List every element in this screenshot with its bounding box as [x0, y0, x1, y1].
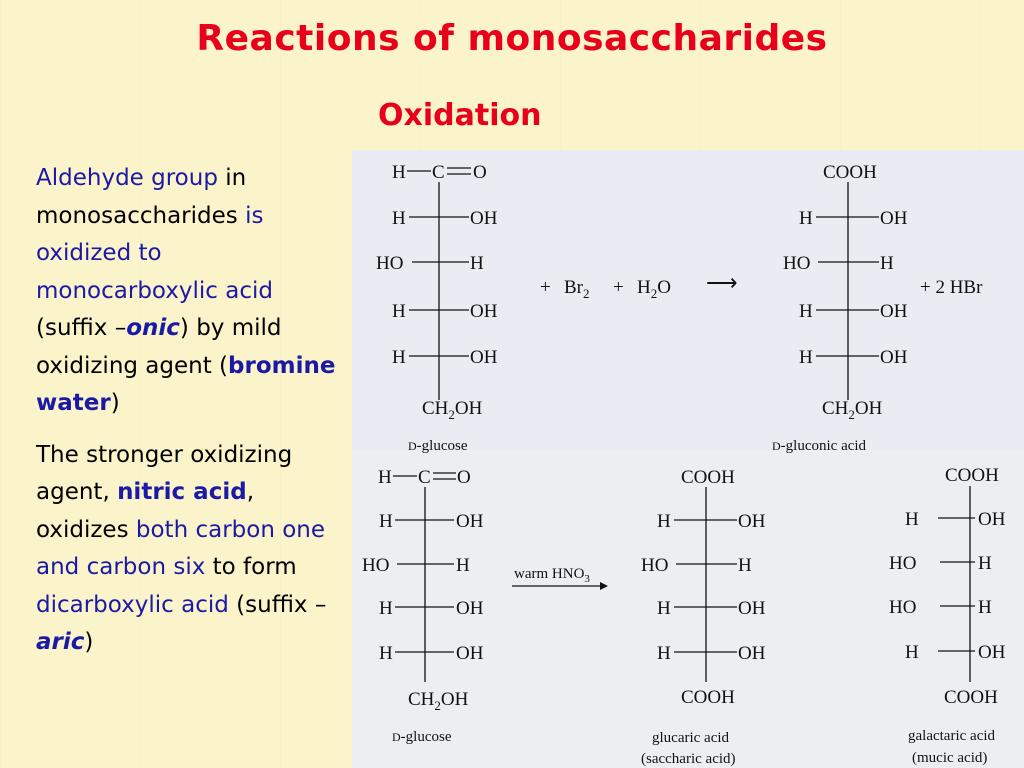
r2-product2-row4-right: OH: [978, 642, 1006, 663]
r2-reactant-row3-right: OH: [456, 598, 484, 619]
text-dicarboxylic-acid: dicarboxylic acid: [36, 591, 229, 618]
r2-product2-row1-right: OH: [978, 509, 1006, 530]
r2-product2-row3-right: H: [978, 597, 992, 618]
text-to-form: to form: [205, 554, 297, 580]
text-suffix-aric: aric: [36, 629, 85, 655]
r1-product-row2-left: HO: [783, 253, 811, 274]
reagent-water: $H_2O$: [637, 277, 671, 301]
r2-reactant-row4-left: H: [379, 643, 393, 664]
slide-subtitle: Oxidation: [378, 98, 542, 133]
r1-product-top: COOH: [823, 162, 877, 183]
explanation-text: [36, 160, 336, 676]
r2-product2-row3-left: HO: [889, 597, 917, 618]
r2-product1-row1-right: OH: [738, 511, 766, 532]
r2-product2-caption1: galactaric acid: [908, 728, 996, 744]
r1-reactant-row3-right: OH: [470, 301, 498, 322]
text-both-carbons: both carbon one and carbon six: [36, 516, 326, 580]
paragraph-bromine: [36, 160, 336, 423]
r2-product1-row1-left: H: [657, 511, 671, 532]
text-suffix-open-2: (suffix –: [228, 591, 327, 618]
r2-product1-row2-right: H: [738, 555, 752, 576]
r2-product1-bottom: COOH: [681, 687, 735, 708]
r1-reactant-row4-right: OH: [470, 347, 498, 368]
r2-reactant-top-c: C: [418, 467, 431, 488]
text-suffix-onic: onic: [126, 315, 180, 341]
text-stronger-agent: The stronger oxidizing agent,: [36, 441, 293, 505]
r2-product2-row1-left: H: [905, 509, 919, 530]
reaction2-arrow: [512, 566, 608, 590]
r1-reactant-top-h: H: [392, 162, 406, 183]
reaction2-product1: [641, 467, 766, 767]
arrow-label-hno3: warm $HNO_3$: [514, 566, 590, 585]
r2-product1-row3-left: H: [657, 598, 671, 619]
r1-product-row4-left: H: [799, 347, 813, 368]
byproduct-hbr: + 2 HBr: [920, 277, 983, 298]
r1-product-caption: D-gluconic acid: [772, 438, 867, 454]
r2-product2-row2-right: H: [978, 553, 992, 574]
reaction1-reagents: [540, 270, 738, 301]
r1-reactant-bottom: $CH_2OH$: [422, 398, 483, 422]
r2-product2-bottom: COOH: [944, 687, 998, 708]
r1-product-row1-right: OH: [880, 208, 908, 229]
r1-reactant-row1-left: H: [392, 208, 406, 229]
r1-product-row3-right: OH: [880, 301, 908, 322]
reaction1-product: [772, 162, 983, 454]
reaction-arrow: ⟶: [706, 270, 738, 295]
r2-reactant-top-o: O: [457, 467, 471, 488]
r1-product-row3-left: H: [799, 301, 813, 322]
r2-reactant-row3-left: H: [379, 598, 393, 619]
r2-reactant-bottom: $CH_2OH$: [408, 689, 469, 713]
text-in-monosaccharides: in monosaccharides: [36, 165, 247, 229]
r2-product2-row4-left: H: [905, 642, 919, 663]
chemistry-diagram: [352, 150, 1024, 768]
r2-reactant-row2-left: HO: [362, 555, 390, 576]
r1-reactant-row3-left: H: [392, 301, 406, 322]
r2-product2-row2-left: HO: [889, 553, 917, 574]
text-close-paren: ): [110, 390, 120, 416]
r2-product1-row2-left: HO: [641, 555, 669, 576]
reaction-arrow-head: [600, 582, 608, 590]
r2-product2-caption2: (mucic acid): [912, 750, 988, 766]
r2-product1-row3-right: OH: [738, 598, 766, 619]
r2-reactant-row4-right: OH: [456, 643, 484, 664]
r1-product-row4-right: OH: [880, 347, 908, 368]
r2-product1-row4-left: H: [657, 643, 671, 664]
r2-reactant-caption: D-glucose: [392, 729, 452, 745]
text-nitric-acid: nitric acid: [117, 479, 247, 505]
text-oxidizes: , oxidizes: [36, 479, 254, 543]
reaction-figure: [352, 150, 1024, 768]
r1-product-row2-right: H: [880, 253, 894, 274]
r1-reactant-top-c: C: [432, 162, 445, 183]
r2-product1-caption2: (saccharic acid): [641, 751, 736, 767]
r1-reactant-caption: D-glucose: [408, 438, 468, 454]
text-close-paren-2: ): [84, 629, 94, 655]
plus-sign: +: [613, 277, 624, 298]
r2-product1-caption1: glucaric acid: [652, 730, 730, 746]
r1-reactant-top-o: O: [473, 162, 487, 183]
r2-product1-row4-right: OH: [738, 643, 766, 664]
r2-reactant-row1-left: H: [379, 511, 393, 532]
reaction1-reactant: [376, 162, 498, 454]
r2-reactant-top-h: H: [378, 467, 392, 488]
r2-product2-top: COOH: [945, 465, 999, 486]
r1-product-row1-left: H: [799, 208, 813, 229]
reaction2-reactant: [362, 467, 484, 745]
text-suffix-open: (suffix –: [36, 315, 127, 341]
text-mild-agent: ) by mild oxidizing agent (: [36, 315, 282, 379]
text-aldehyde-group: Aldehyde group: [36, 165, 218, 191]
reagent-bromine: $Br_2$: [564, 277, 590, 301]
slide-title: Reactions of monosaccharides: [196, 18, 828, 59]
r2-reactant-row1-right: OH: [456, 511, 484, 532]
r2-product1-top: COOH: [681, 467, 735, 488]
reaction2-product2: [889, 465, 1006, 766]
r1-reactant-row2-left: HO: [376, 253, 404, 274]
r1-reactant-row1-right: OH: [470, 208, 498, 229]
r2-reactant-row2-right: H: [456, 555, 470, 576]
plus-sign: +: [540, 277, 551, 298]
paragraph-nitric: [36, 437, 336, 662]
r1-reactant-row4-left: H: [392, 347, 406, 368]
r1-reactant-row2-right: H: [470, 253, 484, 274]
r1-product-bottom: $CH_2OH$: [822, 398, 883, 422]
text-oxidized-to-acid: is oxidized to monocarboxylic acid: [36, 202, 273, 304]
text-bromine-water: bromine water: [36, 352, 336, 416]
